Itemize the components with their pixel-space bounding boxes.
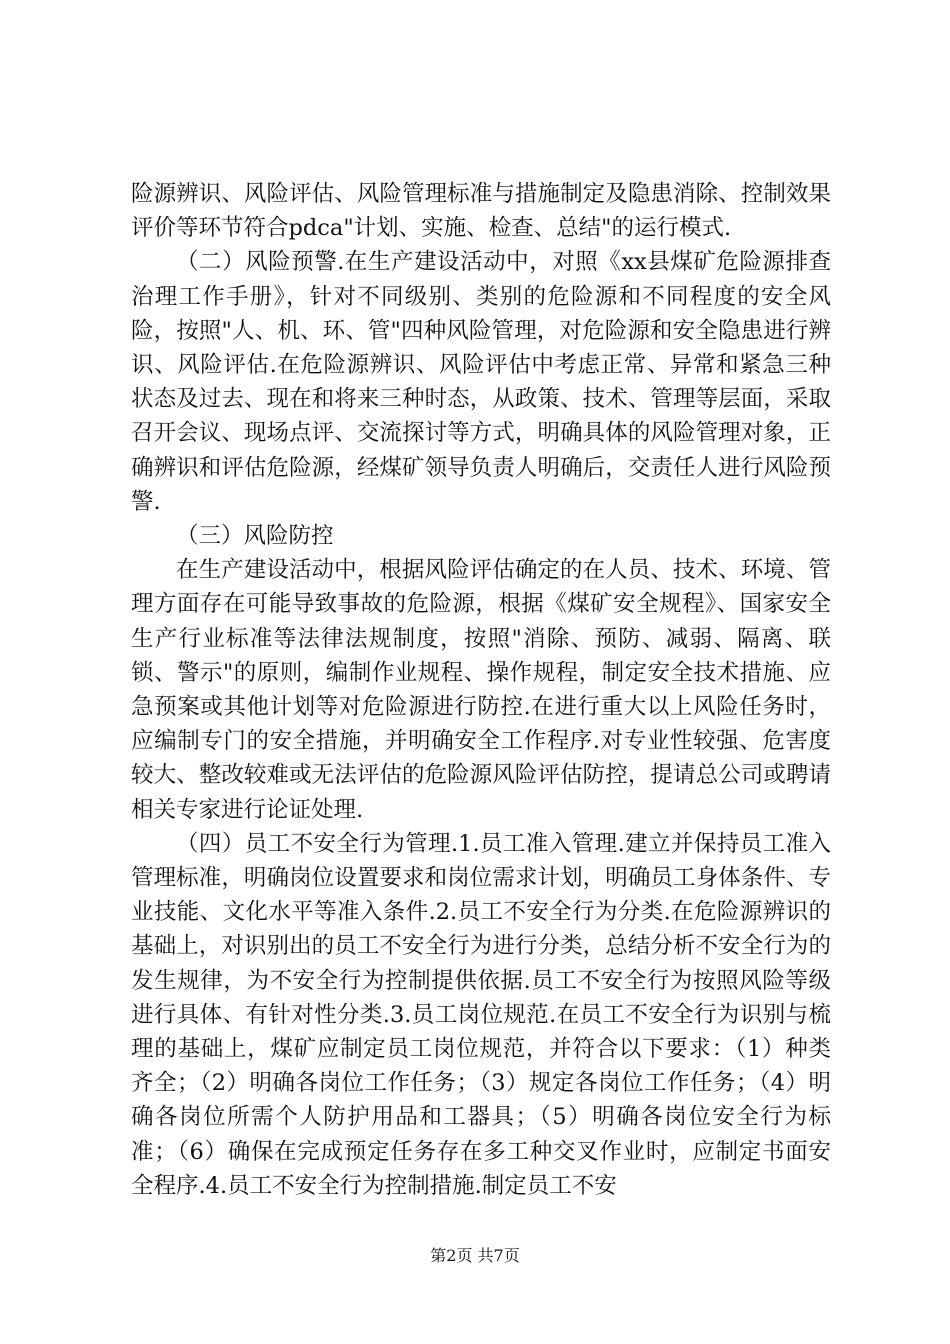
paragraph-unsafe-behavior: （四）员工不安全行为管理.1.员工准入管理.建立并保持员工准入管理标准，明确岗位设置要求和岗位需求计划，明确员工身体条件、专业技能、文化水平等准入条件.2.员工不安全行为分类.在危险源辨识的基础上，对识别出的员工不安全行为进行分类，总结分析不安全行为的发生规律，为不安全行为控制提供依据.员工不安全行为按照风险等级进行具体、有针对性分类.3.员工岗位规范.在员工不安全行为识别与梳理的基础上，煤矿应制定员工岗位规范，并符合以下要求：（1）种类齐全；（2）明确各岗位工作任务；（3）规定各岗位工作任务；（4）明确各岗位所需个人防护用品和工器具；（5）明确各岗位安全行为标准；（6）确保在完成预定任务存在多工种交叉作业时，应制定书面安全程序.4.员工不安全行为控制措施.制定员工不安 xyxy=(131,830,831,1199)
document-body xyxy=(131,177,831,1203)
page-footer: 第2页 共7页 xyxy=(430,1246,520,1265)
section-heading-risk-control: （三）风险防控 xyxy=(176,523,334,550)
paragraph-risk-control: 在生产建设活动中，根据风险评估确定的在人员、技术、环境、管理方面存在可能导致事故的危险源，根据《煤矿安全规程》、国家安全生产行业标准等法律法规制度，按照"消除、预防、减弱、隔离、联锁、警示"的原则，编制作业规程、操作规程，制定安全技术措施、应急预案或其他计划等对危险源进行防控.在进行重大以上风险任务时，应编制专门的安全措施，并明确安全工作程序.对专业性较强、危害度较大、整改较难或无法评估的危险源风险评估防控，提请总公司或聘请相关专家进行论证处理. xyxy=(131,557,831,823)
paragraph-continuation: 险源辨识、风险评估、风险管理标准与措施制定及隐患消除、控制效果评价等环节符合pdca"计划、实施、检查、总结"的运行模式. xyxy=(131,181,831,242)
paragraph-risk-warning: （二）风险预警.在生产建设活动中，对照《xx县煤矿危险源排查治理工作手册》，针对不同级别、类别的危险源和不同程度的安全风险，按照"人、机、环、管"四种风险管理，对危险源和安全隐患进行辨识、风险评估.在危险源辨识、风险评估中考虑正常、异常和紧急三种状态及过去、现在和将来三种时态，从政策、技术、管理等层面，采取召开会议、现场点评、交流探讨等方式，明确具体的风险管理对象，正确辨识和评估危险源，经煤矿领导负责人明确后，交责任人进行风险预警. xyxy=(131,249,831,515)
